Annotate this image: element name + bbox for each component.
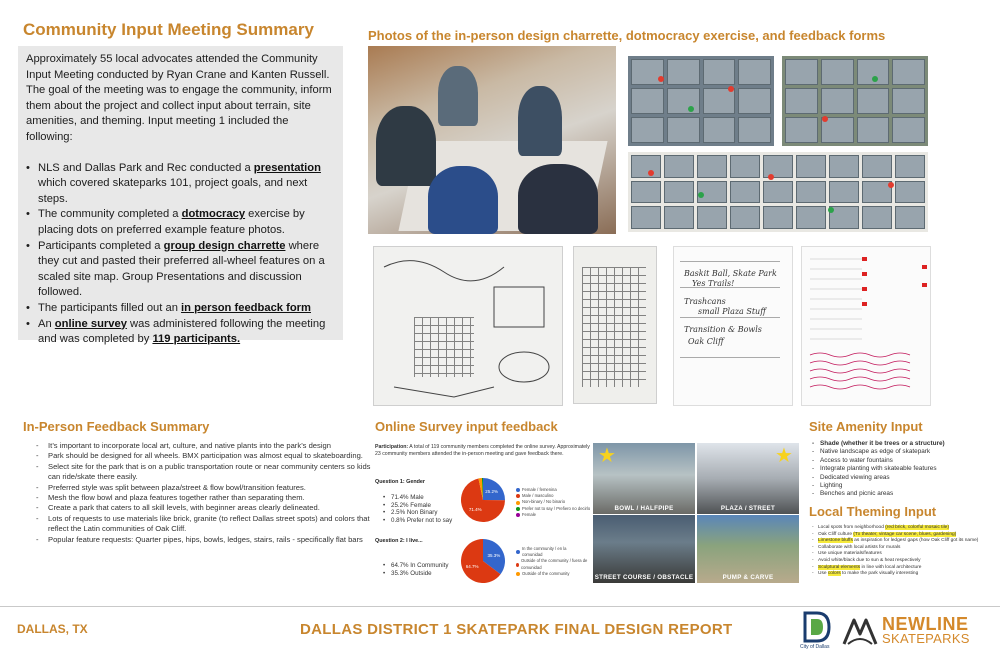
handwriting: Baskit Ball, Skate Park xyxy=(684,269,777,278)
pie-slice-label: 71.4% xyxy=(468,506,482,512)
participants-link[interactable]: 119 participants. xyxy=(152,333,241,346)
gender-legend xyxy=(516,487,590,518)
legend-swatch xyxy=(516,507,520,511)
list-item: - Dedicated viewing areas xyxy=(812,474,992,482)
list-item: - Mesh the flow bowl and plaza features together rather than separating them. xyxy=(36,493,371,503)
participation-body: A total of 119 community members completed the online survey. Approximately 23 community members attended the in-person meeting and gave feedback there. xyxy=(375,444,590,457)
star-icon: ★ xyxy=(598,445,616,467)
legend-label: Non-binary / No binario xyxy=(522,499,566,505)
item-text: Use unique materials/features xyxy=(818,551,882,557)
list-item: - Access to water fountains xyxy=(812,457,992,465)
question-2-label: Question 2: I live... xyxy=(375,538,423,544)
online-survey-title: Online Survey input feedback xyxy=(375,419,558,434)
photo-grid xyxy=(785,59,925,143)
grid-drawing xyxy=(582,267,646,387)
residence-pie-chart xyxy=(460,538,506,584)
bullet-text: where they cut and pasted their preferred all-wheel features on a scaled site map. Group Presentations and discussion followed. xyxy=(38,239,325,299)
photo-grid xyxy=(631,155,925,229)
participation-text xyxy=(375,444,590,457)
list-item xyxy=(812,558,992,565)
highlight: (red brick, colorful mosaic tile) xyxy=(885,525,949,530)
legend-item xyxy=(516,571,588,577)
pie-slice-label: 25.2% xyxy=(485,489,498,495)
handwriting: Oak Cliff xyxy=(688,337,724,346)
star-icon: ★ xyxy=(775,445,793,467)
list-item: - Create a park that caters to all skill levels, with beginner areas clearly delineated. xyxy=(36,503,371,513)
item-text: Oak Cliff culture xyxy=(818,531,854,537)
item-text: to make the park visually interesting xyxy=(840,571,919,577)
dotmocracy-photo-2 xyxy=(782,56,928,146)
legend-label: In the community / en la comunidad xyxy=(522,546,567,558)
dot-sticker xyxy=(768,174,774,180)
person-shape xyxy=(518,164,598,234)
newline-brand-name: NEWLINE xyxy=(882,614,969,634)
legend-swatch xyxy=(516,572,520,576)
item-text: in line with local architecture xyxy=(860,564,922,570)
question-2-stats xyxy=(383,562,448,577)
summary-title: Community Input Meeting Summary xyxy=(23,20,314,39)
form-line xyxy=(680,317,780,318)
bullet-text: The participants filled out an xyxy=(38,301,182,314)
style-photo-plaza xyxy=(697,443,799,514)
summary-bullet-online-survey xyxy=(26,317,335,348)
highlight: (Tx theater, vintage car scene, blues, gardening) xyxy=(853,531,957,537)
list-item: - Native landscape as edge of skatepark xyxy=(812,448,992,456)
list-item: - Lots of requests to use materials like brick, granite (to reflect Dallas street spots) and colors that reflect the Latin communities of Oak Cliff. xyxy=(36,514,371,535)
dot-sticker xyxy=(658,76,664,82)
feedback-form-2 xyxy=(801,246,931,406)
dot-sticker xyxy=(728,86,734,92)
list-item: - It’s important to incorporate local art, culture, and native plants into the park’s design xyxy=(36,441,371,451)
list-item: - Preferred style was split between plaza/street & flow bowl/transition features. xyxy=(36,483,371,493)
summary-box xyxy=(18,46,343,346)
list-item: - Popular feature requests: Quarter pipes, hips, bowls, ledges, stairs, rails - specifically flat bars xyxy=(36,535,371,545)
list-item: - Select site for the park that is on a public transportation route or near community centers so kids can ride/skate there easily. xyxy=(36,462,371,483)
legend-swatch xyxy=(516,513,520,517)
style-photo-bowl xyxy=(593,443,695,514)
style-photo-street-course xyxy=(593,515,695,583)
style-label: BOWL / HALFPIPE xyxy=(614,505,674,512)
legend-label: Female / femenina xyxy=(522,487,557,492)
feedback-form-link[interactable]: in person feedback form xyxy=(181,301,311,314)
report-title: DALLAS DISTRICT 1 SKATEPARK FINAL DESIGN REPORT xyxy=(300,621,733,638)
legend-label: Female xyxy=(522,511,536,517)
summary-intro: Approximately 55 local advocates attended the Community Input Meeting conducted by Ryan Crane and Kanten Russell. The goal of the meeting was to engage the community, inform them about the project and collect input about terrain, site amenities, and theming. Input meeting 1 included the following: xyxy=(26,53,332,143)
residence-legend xyxy=(516,546,588,577)
list-item xyxy=(812,551,992,558)
style-label: PUMP & CARVE xyxy=(722,574,774,581)
person-shape xyxy=(376,106,436,186)
style-label: PLAZA / STREET xyxy=(720,505,776,512)
footer-divider xyxy=(0,606,1000,607)
presentation-link[interactable]: presentation xyxy=(253,161,321,174)
list-item xyxy=(812,538,992,545)
style-photo-pump-carve xyxy=(697,515,799,583)
site-amenity-title: Site Amenity Input xyxy=(809,419,923,434)
pie-slice-label: 64.7% xyxy=(465,563,479,569)
bullet-text: which covered skateparks 101, project goals, and next steps. xyxy=(38,177,308,205)
newline-brand-sub: SKATEPARKS xyxy=(882,631,970,646)
design-sketch-2 xyxy=(573,246,657,404)
list-item: - Shade (whether it be trees or a structure) xyxy=(812,440,992,448)
question-1-stats xyxy=(383,494,452,524)
list-item: - Park should be designed for all wheels. BMX participation was almost equal to skateboarding. xyxy=(36,451,371,461)
question-1-label: Question 1: Gender xyxy=(375,479,426,485)
charrette-photo xyxy=(368,46,616,234)
dot-sticker xyxy=(688,106,694,112)
summary-bullet-charrette xyxy=(26,239,335,301)
local-theming-title: Local Theming Input xyxy=(809,504,937,519)
inperson-feedback-list xyxy=(36,441,371,545)
style-label: STREET COURSE / OBSTACLE xyxy=(594,574,694,581)
legend-swatch xyxy=(516,550,520,554)
item-text: as inspiration for ledges/ gaps (how Oak Cliff got its name) xyxy=(852,538,979,544)
photo-grid xyxy=(631,59,771,143)
bullet-text: NLS and Dallas Park and Rec conducted a xyxy=(38,161,254,174)
legend-swatch xyxy=(516,494,520,498)
handwriting: Trashcans xyxy=(684,297,726,306)
list-item: - Benches and picnic areas xyxy=(812,490,992,498)
bullet-text: was administered following the meeting and was completed by xyxy=(38,317,326,346)
stat-item: • 64.7% In Community xyxy=(383,562,448,570)
dot-sticker xyxy=(828,207,834,213)
city-of-dallas-text: City of Dallas xyxy=(800,644,830,650)
group-design-charrette-link[interactable]: group design charrette xyxy=(163,239,286,252)
highlight: Limestone bluffs xyxy=(818,538,853,544)
summary-bullet-presentation xyxy=(26,161,335,208)
stat-item: • 35.3% Outside xyxy=(383,570,448,578)
feedback-form-1 xyxy=(673,246,793,406)
handwriting: Transition & Bowls xyxy=(684,325,762,334)
item-text: Avoid white/black due to sun & heat respectively xyxy=(818,557,921,563)
stat-item: • 2.5% Non Binary xyxy=(383,509,452,517)
participation-label: Participation: xyxy=(375,444,409,450)
legend-label: Outside of the community / fuera de comunidad xyxy=(521,558,588,570)
photos-title: Photos of the in-person design charrette, dotmocracy exercise, and feedback forms xyxy=(368,28,886,43)
summary-bullet-feedback-form xyxy=(26,301,335,317)
newline-skateparks-logo-icon xyxy=(842,614,878,650)
item-text: Use xyxy=(818,571,828,577)
stat-item: • 71.4% Male xyxy=(383,494,452,502)
dot-sticker xyxy=(698,192,704,198)
highlight: Sculptural elements xyxy=(818,564,861,570)
sketch-lines xyxy=(374,247,563,406)
online-survey-link[interactable]: online survey xyxy=(54,317,127,330)
pie-slice-label: 35.3% xyxy=(487,553,501,559)
bullet-text: An xyxy=(38,317,55,330)
form-line xyxy=(680,357,780,358)
stat-item: • 0.8% Prefer not to say xyxy=(383,517,452,525)
list-item: - Lighting xyxy=(812,482,992,490)
local-theming-list xyxy=(812,525,992,578)
dotmocracy-photo-3 xyxy=(628,152,928,232)
bullet-text: exercise by placing dots on preferred example feature photos. xyxy=(38,208,305,236)
handwriting: small Plaza Stuff xyxy=(698,307,766,316)
bullet-text: Participants completed a xyxy=(38,239,164,252)
design-sketch-1 xyxy=(373,246,563,406)
footer-location: DALLAS, TX xyxy=(17,622,88,636)
summary-bullet-dotmocracy xyxy=(26,207,335,238)
form-content xyxy=(802,247,931,406)
item-text: Collaborate with local artists for murals xyxy=(818,544,901,550)
legend-label: Prefer not to say / Prefiero no decirlo xyxy=(522,505,591,511)
dot-sticker xyxy=(648,170,654,176)
stat-item: • 25.2% Female xyxy=(383,502,452,510)
dotmocracy-link[interactable]: dotmocracy xyxy=(181,208,246,221)
dot-sticker xyxy=(822,116,828,122)
inperson-feedback-title: In-Person Feedback Summary xyxy=(23,419,210,434)
list-item: - Integrate planting with skateable features xyxy=(812,465,992,473)
dotmocracy-photo-1 xyxy=(628,56,774,146)
legend-label: Outside of the community xyxy=(522,570,570,576)
legend-label: Male / masculino xyxy=(522,493,554,499)
bullet-text: The community completed a xyxy=(38,208,182,221)
item-text: Local spots from neighborhood xyxy=(818,525,886,530)
person-shape xyxy=(518,86,562,156)
person-shape xyxy=(428,166,498,234)
handwriting: Yes Trails! xyxy=(692,279,735,288)
summary-bullets xyxy=(26,161,335,348)
dot-sticker xyxy=(872,76,878,82)
list-item xyxy=(812,525,992,532)
highlight: colors xyxy=(827,571,841,577)
site-amenity-list xyxy=(812,440,992,499)
legend-swatch xyxy=(516,501,520,505)
person-shape xyxy=(438,66,478,126)
legend-item xyxy=(516,512,590,518)
gender-pie-chart xyxy=(460,477,506,523)
legend-swatch xyxy=(516,488,520,492)
legend-item xyxy=(516,546,588,558)
legend-item xyxy=(516,558,588,570)
list-item xyxy=(812,571,992,578)
form-line xyxy=(680,261,780,262)
legend-swatch xyxy=(516,563,519,567)
dot-sticker xyxy=(888,182,894,188)
